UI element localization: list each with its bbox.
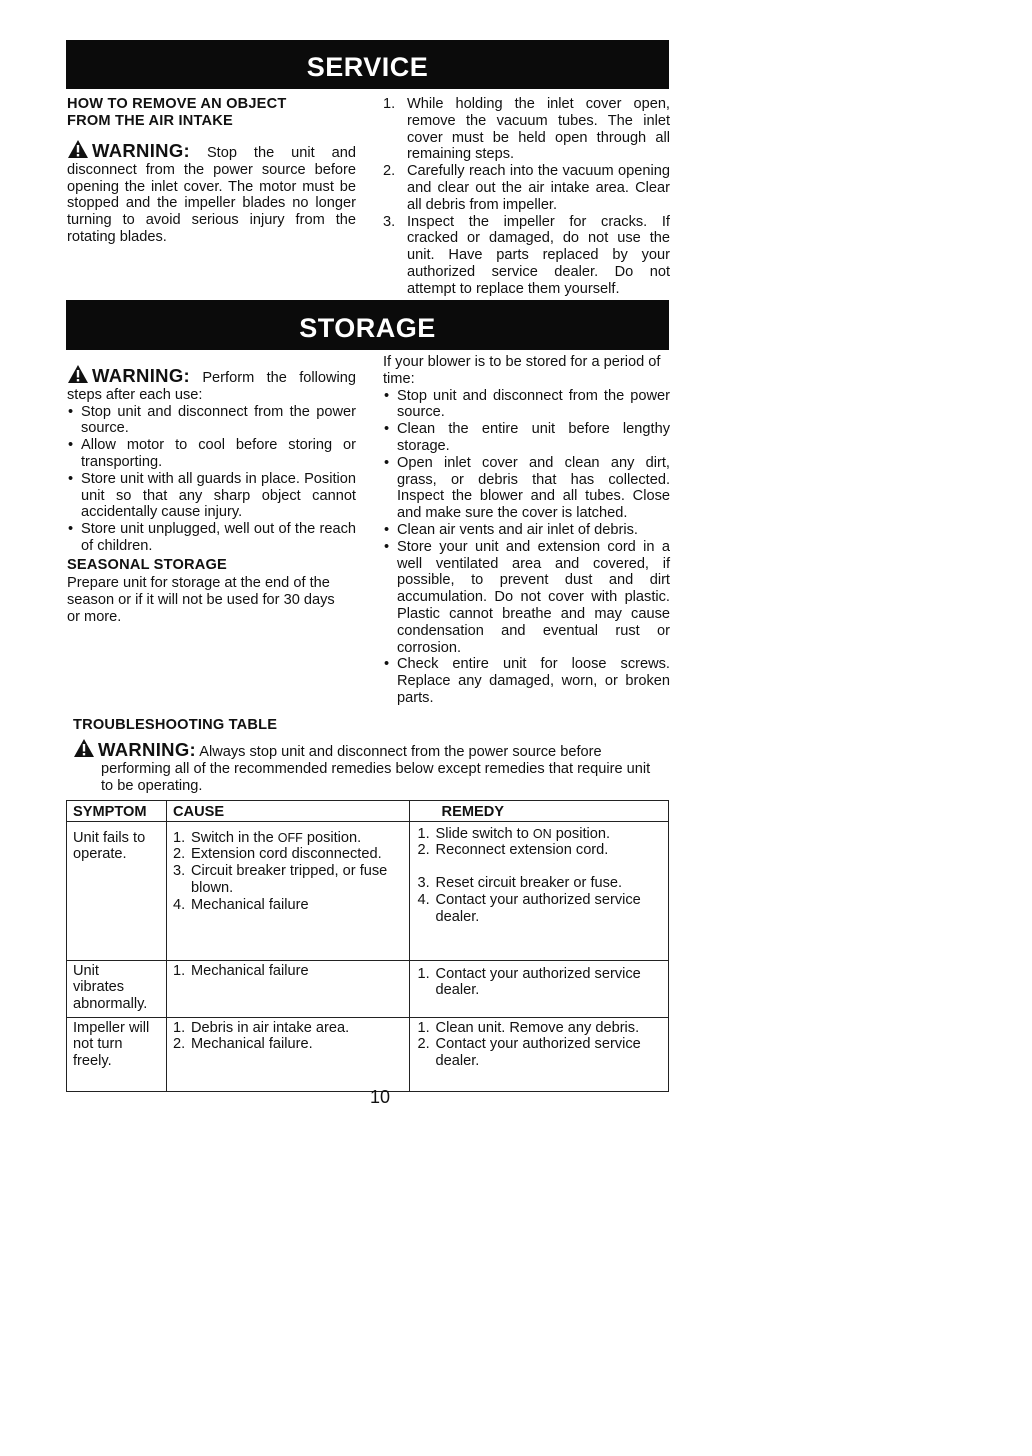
troubleshooting-warning-label: WARNING: xyxy=(98,739,196,760)
table-row xyxy=(67,821,669,960)
list-item: • Clean air vents and air inlet of debris. xyxy=(383,522,670,539)
cause-cell: 1. Mechanical failure xyxy=(166,960,409,1017)
remedy-cell: 1. Slide switch to ON position. 2. Reconnect extension cord. 3. Reset circuit breaker or fuse. 4. Contact your authorized service dealer. xyxy=(409,821,668,960)
service-right-column xyxy=(383,96,670,298)
storage-warning xyxy=(67,364,356,404)
list-item: • Stop unit and disconnect from the power source. xyxy=(67,404,356,438)
warning-triangle-icon xyxy=(67,364,89,384)
column-header-cause: CAUSE xyxy=(166,801,409,822)
table-row xyxy=(67,1017,669,1091)
cause-cell: 1. Debris in air intake area. 2. Mechanical failure. xyxy=(166,1017,409,1091)
service-step: 3. Inspect the impeller for cracks. If cracked or damaged, do not use the unit. Have parts replaced by your authorized service dealer. Do not attempt to replace them yourself. xyxy=(383,213,670,297)
table-row xyxy=(67,960,669,1017)
table-header-row xyxy=(67,801,669,822)
service-warning-label: WARNING: xyxy=(92,140,190,161)
storage-right-column xyxy=(383,354,670,707)
storage-banner-title: STORAGE xyxy=(299,313,436,343)
seasonal-storage-text: Prepare unit for storage at the end of the season or if it will not be used for 30 days or more. xyxy=(67,575,335,625)
service-step: 2. Carefully reach into the vacuum opening and clear out the air intake area. Clear all debris from impeller. xyxy=(383,163,670,213)
remedy-cell: 1. Contact your authorized service dealer. xyxy=(409,960,668,1017)
troubleshooting-warning xyxy=(73,738,653,794)
service-warning-text: Stop the unit and disconnect from the power source before opening the inlet cover. The motor must be stopped and the impeller blades no longer turning to avoid serious injury from the rotating blades. xyxy=(67,145,356,245)
storage-period-intro: If your blower is to be stored for a period of time: xyxy=(383,354,661,387)
cause-cell: 1. Switch in the OFF position. 2. Extension cord disconnected. 3. Circuit breaker tripped, or fuse blown. 4. Mechanical failure xyxy=(166,821,409,960)
list-item: • Allow motor to cool before storing or transporting. xyxy=(67,437,356,471)
column-header-symptom: SYMPTOM xyxy=(67,801,167,822)
troubleshooting-table xyxy=(66,800,669,1092)
symptom-cell: Unit vibrates abnormally. xyxy=(67,960,167,1017)
troubleshooting-warning-text: Always stop unit and disconnect from the power source before performing all of the recommended remedies below except remedies that require unit to be operating. xyxy=(101,744,651,794)
storage-warning-label: WARNING: xyxy=(92,365,190,386)
list-item: • Check entire unit for loose screws. Replace any damaged, worn, or broken parts. xyxy=(383,656,670,706)
remedy-cell: 1. Clean unit. Remove any debris. 2. Contact your authorized service dealer. xyxy=(409,1017,668,1091)
cause-text-with-off: Switch in the OFF position. xyxy=(190,829,362,846)
list-item: • Store unit with all guards in place. Position unit so that any sharp object cannot accidentally cause injury. xyxy=(67,471,356,521)
storage-left-column xyxy=(67,364,356,626)
service-steps-list xyxy=(383,96,670,298)
page-number: 10 xyxy=(369,1087,391,1107)
service-warning xyxy=(67,139,356,246)
list-item: • Store your unit and extension cord in a well ventilated area and covered, if possible, to prevent dust and dirt accumulation. Do not cover with plastic. Plastic cannot breathe and may cause condensation and eventual rust or corrosion. xyxy=(383,539,670,657)
remedy-text-with-on: Slide switch to ON position. xyxy=(435,825,611,842)
warning-triangle-icon xyxy=(73,738,95,758)
seasonal-storage-heading: SEASONAL STORAGE xyxy=(67,556,227,573)
storage-period-list xyxy=(383,388,670,707)
service-left-column xyxy=(67,96,356,246)
list-item: • Stop unit and disconnect from the power source. xyxy=(383,388,670,422)
storage-warning-text: Perform the following steps after each use: xyxy=(67,370,356,403)
list-item: • Clean the entire unit before lengthy storage. xyxy=(383,421,670,455)
list-item: • Open inlet cover and clean any dirt, grass, or debris that has collected. Inspect the blower and all tubes. Close and make sure the cover is latched. xyxy=(383,455,670,522)
service-heading-line2: FROM THE AIR INTAKE xyxy=(67,112,233,129)
column-header-remedy: REMEDY xyxy=(409,801,668,822)
storage-after-use-list xyxy=(67,404,356,555)
troubleshooting-heading: TROUBLESHOOTING TABLE xyxy=(73,717,278,733)
warning-triangle-icon xyxy=(67,139,89,159)
symptom-cell: Unit fails to operate. xyxy=(67,821,167,960)
service-step: 1. While holding the inlet cover open, remove the vacuum tubes. The inlet cover must be held open through all remaining steps. xyxy=(383,96,670,163)
symptom-cell: Impeller will not turn freely. xyxy=(67,1017,167,1091)
service-heading-line1: HOW TO REMOVE AN OBJECT xyxy=(67,96,287,112)
service-banner xyxy=(66,40,669,89)
list-item: • Store unit unplugged, well out of the reach of children. xyxy=(67,521,356,555)
storage-banner xyxy=(66,300,669,350)
service-banner-title: SERVICE xyxy=(306,52,429,82)
